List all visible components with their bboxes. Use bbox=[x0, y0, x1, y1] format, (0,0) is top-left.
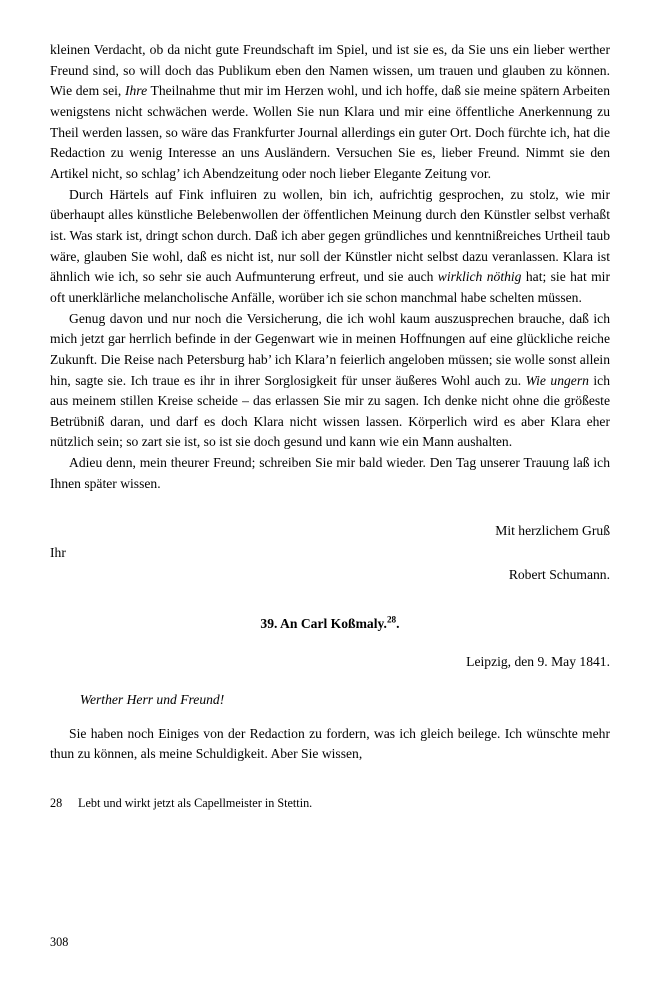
text-run-italic: Wie ungern bbox=[525, 372, 589, 388]
paragraph bbox=[50, 309, 610, 454]
signature-name: Robert Schumann. bbox=[508, 566, 610, 582]
footnote bbox=[50, 795, 610, 812]
footnote-number: 28 bbox=[50, 796, 63, 810]
text-run: ich aus meinem stillen Kreise scheide – das erlassen Sie mir zu sagen. Ich denke nicht ohne die größeste Betrübniß daran, und darf es doch Klara nicht wissen lassen. Körperlich wird es aber Klara eher nützlich sein; so zart sie ist, so ist sie doch gesund und kann wie ein Mann aushalten. bbox=[50, 372, 610, 450]
paragraph: Sie haben noch Einiges von der Redaction zu fordern, was ich gleich beilege. Ich wünschte mehr thun zu können, als meine Schuldigkeit. Aber Sie wissen, bbox=[50, 725, 610, 762]
body-text-block bbox=[50, 40, 610, 494]
text-run: Durch Härtels auf Fink influiren zu wollen, bin ich, aufrichtig gesprochen, zu stolz, wie mir überhaupt alles künstliche Belebenwollen der öffentlichen Meinung durch den Künstler selbst verhaßt ist. Was stark ist, dringt schon durch. Daß ich aber gegen gründliches und kenntnißreiches Urtheil taub wäre, glauben Sie wohl, daß es nicht ist, nur soll der Künstler nicht selbst dazu veranlassen. Klara ist ähnlich wie ich, so sehr sie auch Aufmunterung erfreut, und sie auch bbox=[50, 186, 610, 285]
letter-salutation: Werther Herr und Freund! bbox=[79, 691, 225, 707]
signature-pronoun: Ihr bbox=[50, 545, 66, 561]
letter-body bbox=[50, 724, 610, 765]
text-run-italic: Ihre bbox=[124, 83, 148, 99]
text-run: Adieu denn, mein theurer Freund; schreiben Sie mir bald wieder. Den Tag unserer Trauung laß ich Ihnen später wissen. bbox=[50, 455, 610, 491]
paragraph bbox=[50, 185, 610, 309]
text-run: hat; sie hat mir oft unerklärliche melancholische Anfälle, worüber ich sie schon manchmal habe schelten müssen. bbox=[50, 269, 610, 305]
text-run: Genug davon und nur noch die Versicherung, die ich wohl kaum auszusprechen brauche, daß ich mich jetzt gar herrlich befinde in der Gegenwart wie in meinen Hoffnungen auf eine glückliche reiche Zukunft. Die Reise nach Petersburg hab’ ich Klara’n feierlich angeloben müssen; sie wolle sonst allein hin, sagte sie. Ich traue es ihr in ihrer Sorglosigkeit für unser äußeres Wohl auch zu. bbox=[50, 310, 610, 388]
text-run: kleinen Verdacht, ob da nicht gute Freundschaft im Spiel, und ist sie es, da Sie uns ein lieber werther Freund sind, so will doch das Publikum eben den Namen wissen, um trauen und glauben zu können. Wie dem sei, bbox=[50, 42, 610, 99]
letter-heading-period: . bbox=[396, 615, 400, 631]
footnote-text: Lebt und wirkt jetzt als Capellmeister in Stettin. bbox=[78, 796, 313, 810]
letter-heading-text: 39. An Carl Koßmaly. bbox=[260, 615, 387, 631]
paragraph bbox=[50, 40, 610, 185]
place-and-date: Leipzig, den 9. May 1841. bbox=[466, 653, 610, 669]
signature-closing: Mit herzlichem Gruß bbox=[495, 523, 610, 539]
footnote-reference[interactable]: 28 bbox=[386, 614, 397, 625]
footnote-area bbox=[50, 795, 610, 812]
paragraph bbox=[50, 453, 610, 494]
text-run: Theilnahme thut mir im Herzen wohl, und ich hoffe, daß sie meine spätern Arbeiten wenigstens nicht schwächen werde. Wollen Sie nun Klara und mir eine öffentliche Anerkennung zu Theil werden lassen, so wäre das Frankfurter Journal allerdings ein guter Ort. Doch fürchte ich, hat die Redaction zu wenig Interesse an uns Ausländern. Versuchen Sie es, lieber Freund. Nimmt sie den Artikel nicht, so schlag’ ich Abendzeitung oder noch lieber Elegante Zeitung vor. bbox=[50, 83, 610, 181]
page-number: 308 bbox=[50, 935, 69, 949]
letter-heading bbox=[50, 616, 610, 632]
text-run-italic: wirklich nöthig bbox=[437, 269, 522, 285]
signature-block bbox=[50, 520, 610, 585]
